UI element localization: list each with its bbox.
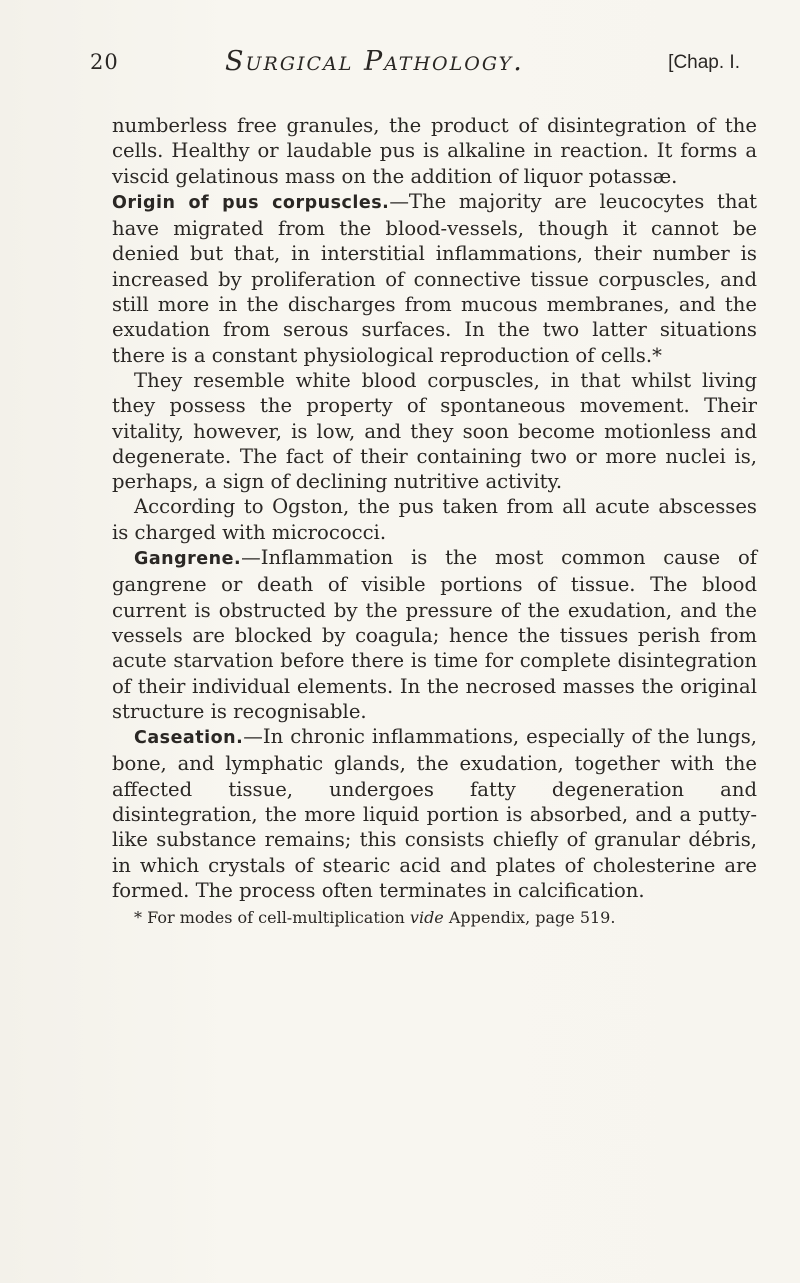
- paragraph: [112, 494, 757, 545]
- paragraph-text: —In chronic inflammations, especially of the lungs, bone, and lymphatic glands, the exudation, together with the affected tissue, undergoes fatty degeneration and disintegration, the more liquid portion is absorbed, and a putty-like substance remains; this consists chiefly of granular débris, in which crystals of stearic acid and plates of cholesterine are formed. The process often terminates in calcification.: [112, 725, 757, 902]
- paragraph-text: —The majority are leucocytes that have migrated from the blood-vessels, though it cannot be denied but that, in interstitial inflammations, their number is increased by proliferation of connective tissue corpuscles, and still more in the discharges from mucous membranes, and the exudation from serous surfaces. In the two latter situations there is a constant physiological reproduction of cells.*: [112, 189, 758, 367]
- paragraph-text: They resemble white blood corpuscles, in that whilst living they possess the property of spontaneous movement. Their vitality, however, is low, and they soon become motionless and degenerate. The fact of their containing two or more nuclei is, perhaps, a sign of declining nutritive activity.: [112, 368, 757, 494]
- section-heading: Origin of pus corpuscles.: [112, 192, 390, 213]
- paragraph-caseation: [112, 724, 757, 903]
- paragraph-text: numberless free granules, the product of disintegration of the cells. Healthy or laudable pus is alkaline in reaction. It forms a viscid gelatinous mass on the addition of liquor potassæ.: [112, 114, 757, 188]
- paragraph-origin-of-pus: [112, 189, 757, 368]
- page-header: [90, 46, 740, 86]
- footnote-vide: vide: [409, 908, 444, 928]
- body-text: [112, 113, 757, 931]
- footnote: [112, 905, 757, 930]
- paragraph-text: According to Ogston, the pus taken from all acute abscesses is charged with micrococci.: [112, 495, 757, 544]
- running-title: Surgical Pathology.: [225, 46, 524, 77]
- footnote-mark: *: [134, 908, 142, 928]
- paragraph: [112, 113, 757, 189]
- page-number: 20: [90, 50, 119, 74]
- paragraph: [112, 368, 757, 494]
- paragraph-text: —Inflammation is the most common cause of gangrene or death of visible portions of tissue. The blood current is obstructed by the pressure of the exudation, and the vessels are blocked by coagula; hence the tissues perish from acute starvation before there is time for complete disintegration of their individual elements. In the necrosed masses the original structure is recognisable.: [112, 546, 757, 723]
- footnote-text-a: For modes of cell-multiplication: [147, 908, 410, 928]
- section-heading: Gangrene.: [134, 549, 242, 570]
- section-heading: Caseation.: [134, 728, 244, 749]
- paragraph-gangrene: [112, 545, 757, 724]
- footnote-text-b: Appendix, page 519.: [443, 908, 616, 928]
- chapter-label: [Chap. I.: [668, 52, 740, 73]
